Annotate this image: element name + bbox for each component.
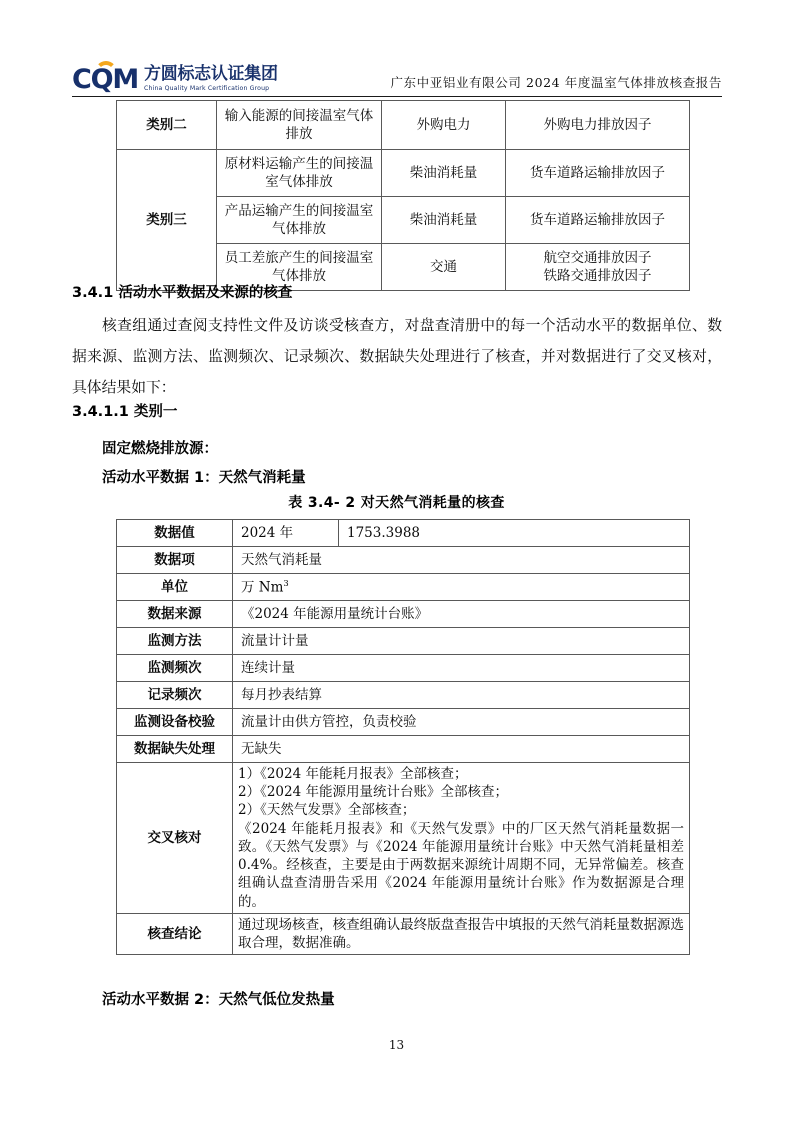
subsection-heading-3-4-1-1: 3.4.1.1 类别一 bbox=[72, 404, 178, 420]
cell-data-year: 2024 年 bbox=[233, 520, 339, 547]
cell-missing-data: 无缺失 bbox=[233, 736, 690, 763]
table-caption-3-4-2: 表 3.4- 2 对天然气消耗量的核查 bbox=[288, 495, 505, 511]
row-label-data-value: 数据值 bbox=[117, 520, 233, 547]
table-row-missing-data bbox=[117, 736, 690, 763]
cell-activity-3c: 交通 bbox=[382, 244, 506, 291]
cross-check-item-1: 1）《2024 年能耗月报表》全部核查； bbox=[238, 766, 468, 782]
cell-category-3: 类别三 bbox=[117, 150, 217, 291]
unit-base: 万 Nm bbox=[241, 579, 284, 596]
cross-check-item-2: 2）《2024 年能源用量统计台账》全部核查； bbox=[238, 784, 508, 801]
page-number: 13 bbox=[388, 1038, 405, 1052]
row-label-data-source: 数据来源 bbox=[117, 601, 233, 628]
table-row-record-frequency bbox=[117, 682, 690, 709]
table-row-data-source bbox=[117, 601, 690, 628]
cross-check-item-3: 2）《天然气发票》全部核查； bbox=[238, 802, 416, 819]
activity-data-1-label: 活动水平数据 1：天然气消耗量 bbox=[102, 470, 306, 486]
cell-data-source: 《2024 年能源用量统计台账》 bbox=[233, 601, 690, 628]
stationary-combustion-label: 固定燃烧排放源： bbox=[102, 441, 218, 457]
cell-activity-3b: 柴油消耗量 bbox=[382, 197, 506, 244]
emission-category-table bbox=[116, 100, 690, 291]
cell-activity-3a: 柴油消耗量 bbox=[382, 150, 506, 197]
logo-arc-icon bbox=[95, 61, 117, 72]
logo-mark bbox=[72, 66, 138, 93]
row-label-missing-data: 数据缺失处理 bbox=[117, 736, 233, 763]
row-label-monitor-frequency: 监测频次 bbox=[117, 655, 233, 682]
factor-line-air: 航空交通排放因子 bbox=[543, 249, 652, 266]
cell-record-frequency: 每月抄表结算 bbox=[233, 682, 690, 709]
page-header bbox=[72, 50, 722, 97]
unit-superscript: 3 bbox=[283, 577, 289, 588]
table-row-conclusion bbox=[117, 913, 690, 954]
cqm-logo bbox=[72, 66, 278, 93]
cell-factor-2: 外购电力排放因子 bbox=[506, 101, 690, 150]
logo-chinese-name: 方圆标志认证集团 bbox=[144, 64, 278, 85]
cell-description-3b: 产品运输产生的间接温室气体排放 bbox=[217, 197, 382, 244]
row-label-conclusion: 核查结论 bbox=[117, 913, 233, 954]
table-row-equipment-calibration bbox=[117, 709, 690, 736]
table-row-unit bbox=[117, 574, 690, 601]
cell-equipment-calibration: 流量计由供方管控，负责校验 bbox=[233, 709, 690, 736]
cell-description-3a: 原材料运输产生的间接温室气体排放 bbox=[217, 150, 382, 197]
table-row-data-value bbox=[117, 520, 690, 547]
cell-activity-2: 外购电力 bbox=[382, 101, 506, 150]
logo-name-block bbox=[144, 66, 278, 92]
logo-cqm-text: CQM bbox=[72, 64, 139, 95]
cell-monitor-method: 流量计计量 bbox=[233, 628, 690, 655]
cell-data-item: 天然气消耗量 bbox=[233, 547, 690, 574]
table-row-monitor-frequency bbox=[117, 655, 690, 682]
table-row-data-item bbox=[117, 547, 690, 574]
table-row bbox=[117, 150, 690, 197]
row-label-cross-check: 交叉核对 bbox=[117, 763, 233, 914]
cell-factor-3b: 货车道路运输排放因子 bbox=[506, 197, 690, 244]
row-label-unit: 单位 bbox=[117, 574, 233, 601]
cell-conclusion: 通过现场核查，核查组确认最终版盘查报告中填报的天然气消耗量数据源选取合理，数据准确。 bbox=[233, 913, 690, 954]
cell-cross-check bbox=[233, 763, 690, 914]
natural-gas-verification-table bbox=[116, 519, 690, 955]
table-row bbox=[117, 101, 690, 150]
row-label-data-item: 数据项 bbox=[117, 547, 233, 574]
row-label-monitor-method: 监测方法 bbox=[117, 628, 233, 655]
row-label-record-frequency: 记录频次 bbox=[117, 682, 233, 709]
cell-description-3c: 员工差旅产生的间接温室气体排放 bbox=[217, 244, 382, 291]
table-row-cross-check bbox=[117, 763, 690, 914]
header-report-title: 广东中亚铝业有限公司 2024 年度温室气体排放核查报告 bbox=[390, 75, 722, 90]
cross-check-text: 《2024 年能耗月报表》和《天然气发票》中的厂区天然气消耗量数据一致。《天然气发票》与《2024 年能源用量统计台账》中天然气消耗量相差 0.4%。经核查，主要是由于两数据来源统计周期不同，无异常偏差。核查组确认盘查清册告采用《2024 年能源用量统计台账》作为数据源是合理的。 bbox=[238, 820, 684, 910]
factor-line-rail: 铁路交通排放因子 bbox=[543, 268, 652, 284]
table-row-monitor-method bbox=[117, 628, 690, 655]
cell-category-2: 类别二 bbox=[117, 101, 217, 150]
logo-english-name: China Quality Mark Certification Group bbox=[144, 85, 270, 93]
row-label-equipment-calibration: 监测设备校验 bbox=[117, 709, 233, 736]
cell-description-2: 输入能源的间接温室气体排放 bbox=[217, 101, 382, 150]
cell-factor-3c bbox=[506, 244, 690, 291]
section-heading-3-4-1: 3.4.1 活动水平数据及来源的核查 bbox=[72, 285, 293, 301]
cell-monitor-frequency: 连续计量 bbox=[233, 655, 690, 682]
activity-data-2-label: 活动水平数据 2：天然气低位发热量 bbox=[102, 992, 335, 1008]
cell-data-value: 1753.3988 bbox=[339, 520, 690, 547]
cell-unit bbox=[233, 574, 690, 601]
cell-factor-3a: 货车道路运输排放因子 bbox=[506, 150, 690, 197]
section-paragraph: 核查组通过查阅支持性文件及访谈受核查方，对盘查清册中的每一个活动水平的数据单位、数据来源、监测方法、监测频次、记录频次、数据缺失处理进行了核查，并对数据进行了交叉核对，具体结果如下： bbox=[72, 317, 722, 396]
